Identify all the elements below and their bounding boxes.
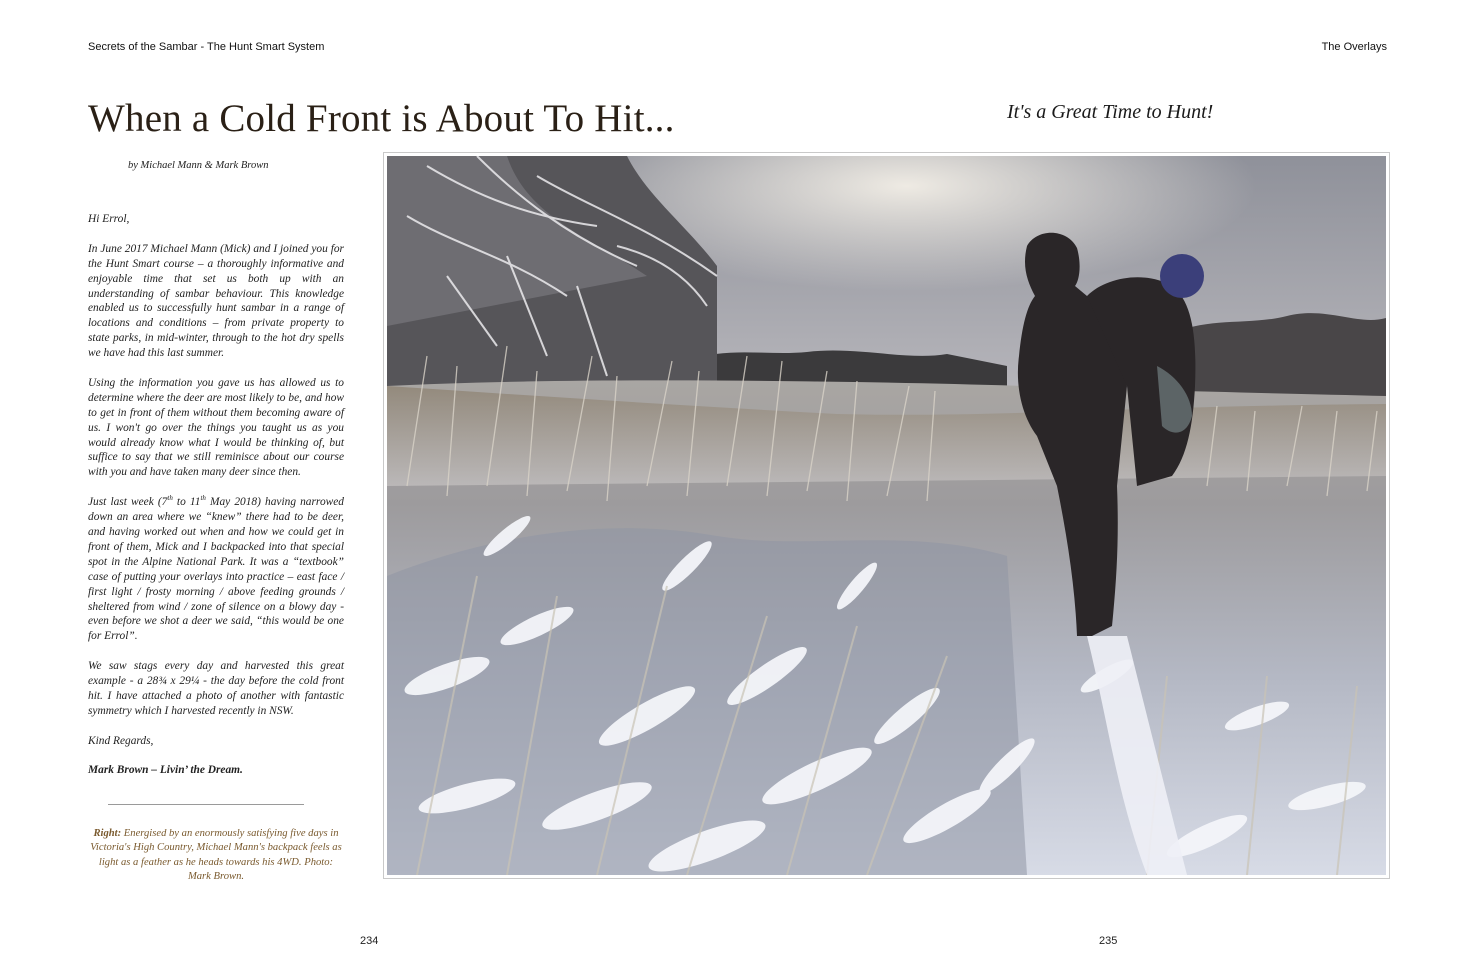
article-subtitle: It's a Great Time to Hunt! — [1007, 101, 1214, 123]
paragraph-1: In June 2017 Michael Mann (Mick) and I joined you for the Hunt Smart course – a thoroughly informative and enjoyable time that set us both up with an understanding of sambar behaviour. This knowledge enabled us to successfully hunt sambar in a range of locations and conditions – from private property to state parks, in mid-winter, through to the hot dry spells we have had this last summer. — [88, 242, 344, 360]
photo-caption — [88, 827, 344, 884]
article-title: When a Cold Front is About To Hit... — [88, 97, 675, 140]
caption-text: Energised by an enormously satisfying five days in Victoria's High Country, Michael Mann's backpack feels as light as a feather as he heads towards his 4WD. Photo: Mark Brown. — [90, 828, 342, 882]
paragraph-4: We saw stags every day and harvested this great example - a 28¾ x 29¼ - the day before the cold front hit. I have attached a photo of another with fantastic symmetry which I harvested recently in NSW. — [88, 660, 344, 717]
caption-divider — [108, 804, 304, 805]
page-number-right: 235 — [1099, 935, 1118, 947]
running-header-right: The Overlays — [1321, 41, 1387, 53]
paragraph-2: Using the information you gave us has allowed us to determine where the deer are most likely to be, and how to get in front of them without them becoming aware of us. I won't go over the things you taught us as you would already know what I would be thinking of, but suffice to say that we still reminisce about our course with you and have taken many deer since then. — [88, 376, 344, 479]
hunter-in-snow-photo — [387, 156, 1386, 875]
running-header-left: Secrets of the Sambar - The Hunt Smart System — [88, 41, 325, 53]
page-number-left: 234 — [360, 935, 379, 947]
paragraph-3: Just last week (7th to 11th May 2018) having narrowed down an area where we “knew” there had to be deer, and having worked out when and how we could get in front of them, Mick and I backpacked into that special spot in the Alpine National Park. It was a “textbook” case of putting your overlays into practice – east face / first light / frosty morning / above feeding grounds / sheltered from wind / zone of silence on a blowy day - even before we shot a deer we said, “this would be one for Errol”. — [88, 494, 344, 643]
letter-body — [88, 212, 344, 793]
closing: Kind Regards, — [88, 734, 154, 747]
greeting: Hi Errol, — [88, 213, 130, 225]
caption-label: Right: — [93, 828, 122, 839]
photo-frame — [383, 152, 1390, 879]
signoff: Mark Brown – Livin’ the Dream. — [88, 764, 243, 777]
byline: by Michael Mann & Mark Brown — [128, 160, 269, 171]
